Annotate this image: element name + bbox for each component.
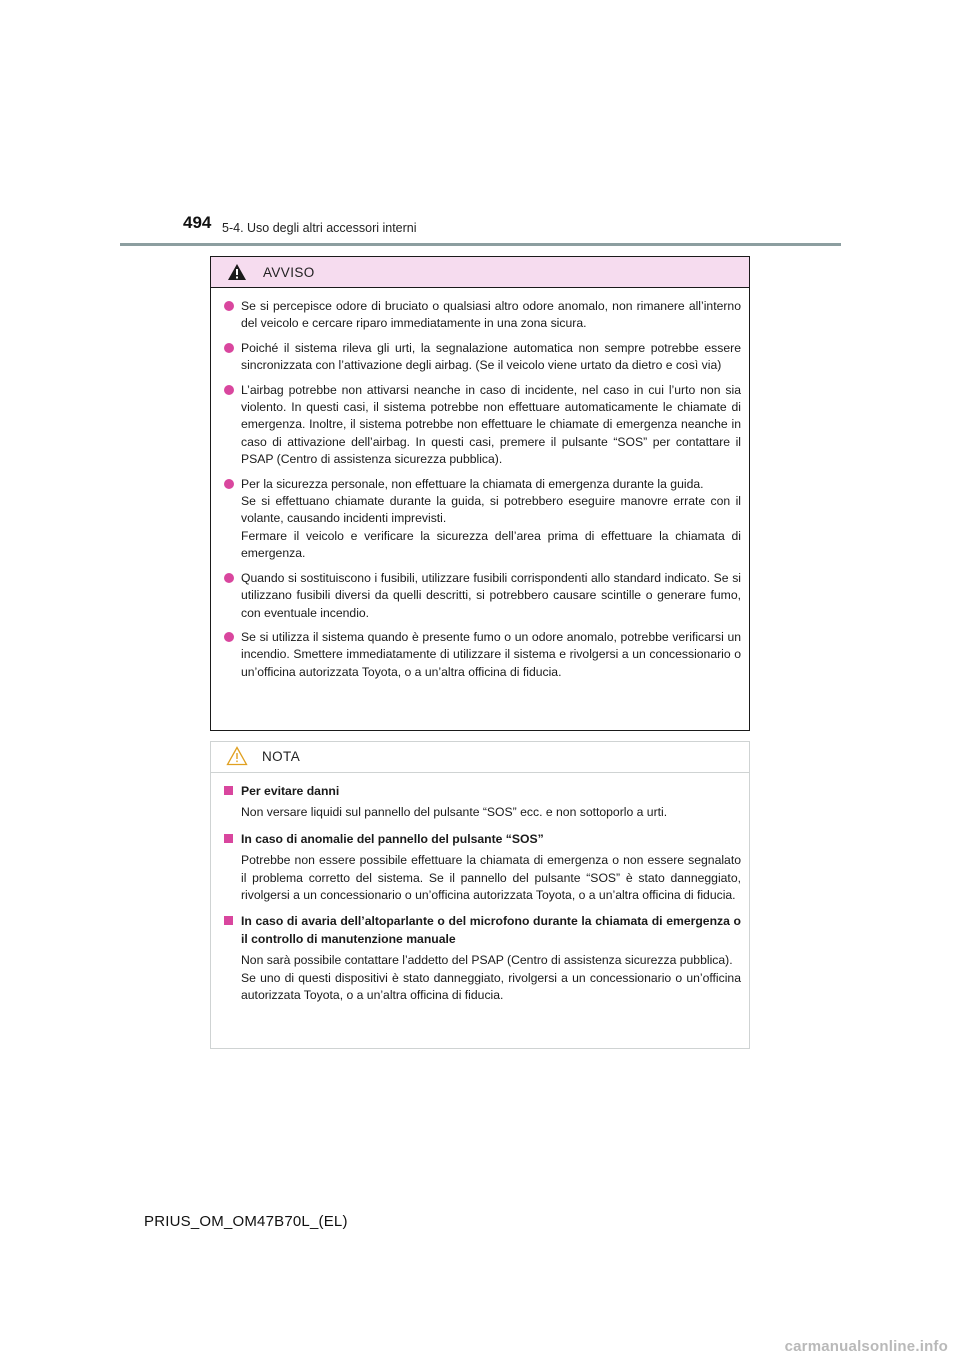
bullet-square-icon [224, 834, 233, 843]
warning-text: Per la sicurezza personale, non effettuare la chiamata di emergenza durante la guida. [241, 476, 704, 491]
warning-text: Se si effettuano chiamate durante la guida, si potrebbero eseguire manovre errate con il volante, causando incidenti imprevisti. [241, 494, 741, 526]
note-title: NOTA [262, 749, 301, 764]
bullet-dot-icon [224, 632, 234, 642]
caution-triangle-icon [226, 746, 248, 771]
warning-item [223, 382, 741, 469]
watermark: carmanualsonline.info [784, 1338, 948, 1355]
note-text: Potrebbe non essere possibile effettuare la chiamata di emergenza o non essere segnalato il problema corretto del sistema. Se il pannello del pulsante “SOS” è stato danneggiato, rivolgersi a un concessionario o un’officina autorizzata Toyota, o a un’altra officina di fiducia. [241, 853, 741, 903]
page-number: 494 [183, 213, 212, 232]
note-item [223, 913, 741, 1004]
warning-title: AVVISO [263, 265, 315, 280]
warning-text: Se si percepisce odore di bruciato o qualsiasi altro odore anomalo, non rimanere all’interno del veicolo e cercare riparo immediatamente in una zona sicura. [241, 299, 741, 331]
warning-text: Fermare il veicolo e verificare la sicurezza dell’area prima di effettuare la chiamata di emergenza. [241, 528, 741, 561]
document-code: PRIUS_OM_OM47B70L_(EL) [144, 1213, 348, 1230]
bullet-dot-icon [224, 343, 234, 353]
bullet-square-icon [224, 916, 233, 925]
warning-box [210, 256, 750, 731]
note-item [223, 831, 741, 905]
bullet-dot-icon [224, 301, 234, 311]
note-text: Se uno di questi dispositivi è stato danneggiato, rivolgersi a un concessionario o un’officina autorizzata Toyota, o a un’altra officina di fiducia. [241, 970, 741, 1003]
bullet-dot-icon [224, 479, 234, 489]
note-header [211, 742, 749, 773]
bullet-dot-icon [224, 573, 234, 583]
section-title: 5-4. Uso degli altri accessori interni [222, 221, 417, 235]
warning-text: L’airbag potrebbe non attivarsi neanche in caso di incidente, nel caso in cui l’urto non sia violento. In questi casi, il sistema potrebbe non effettuare automaticamente le chiamate di emergenza. Inoltre, il sistema potrebbe non effettuare le chiamate di emergenza neanche in caso di attivazione dell’airbag. In questi casi, premere il pulsante “SOS” per contattare il PSAP (Centro di assistenza sicurezza pubblica). [241, 382, 741, 467]
note-item [223, 783, 741, 822]
warning-item [223, 629, 741, 681]
note-list [211, 773, 749, 1004]
warning-text: Poiché il sistema rileva gli urti, la segnalazione automatica non sempre potrebbe essere sincronizzata con l’attivazione degli airbag. (Se il veicolo viene urtato da dietro e così via) [241, 340, 741, 373]
header-rule [120, 243, 841, 246]
note-text: Non versare liquidi sul pannello del pulsante “SOS” ecc. e non sottoporlo a urti. [241, 805, 668, 820]
warning-item [223, 476, 741, 563]
warning-item [223, 298, 741, 333]
warning-triangle-icon [227, 263, 247, 286]
warning-list [211, 288, 749, 681]
warning-header [211, 257, 749, 288]
bullet-square-icon [224, 786, 233, 795]
warning-text: Se si utilizza il sistema quando è presente fumo o un odore anomalo, potrebbe verificarsi un incendio. Smettere immediatamente di utilizzare il sistema e rivolgersi a un concessionario o un’officina autorizzata Toyota, o a un’altra officina di fiducia. [241, 629, 741, 679]
warning-item [223, 570, 741, 622]
note-box [210, 741, 750, 1049]
warning-text: Quando si sostituiscono i fusibili, utilizzare fusibili corrispondenti allo standard indicato. Se si utilizzano fusibili diversi da quelli descritti, si potrebbero causare scintille o generare fumo, con eventuale incendio. [241, 570, 741, 620]
note-text: Non sarà possibile contattare l’addetto del PSAP (Centro di assistenza sicurezza pubblica). [241, 953, 733, 968]
warning-item [223, 340, 741, 375]
note-heading: In caso di anomalie del pannello del pulsante “SOS” [241, 831, 544, 846]
note-heading: In caso di avaria dell’altoparlante o del microfono durante la chiamata di emergenza o il controllo di manutenzione manuale [241, 914, 741, 946]
note-heading: Per evitare danni [241, 784, 340, 798]
bullet-dot-icon [224, 385, 234, 395]
